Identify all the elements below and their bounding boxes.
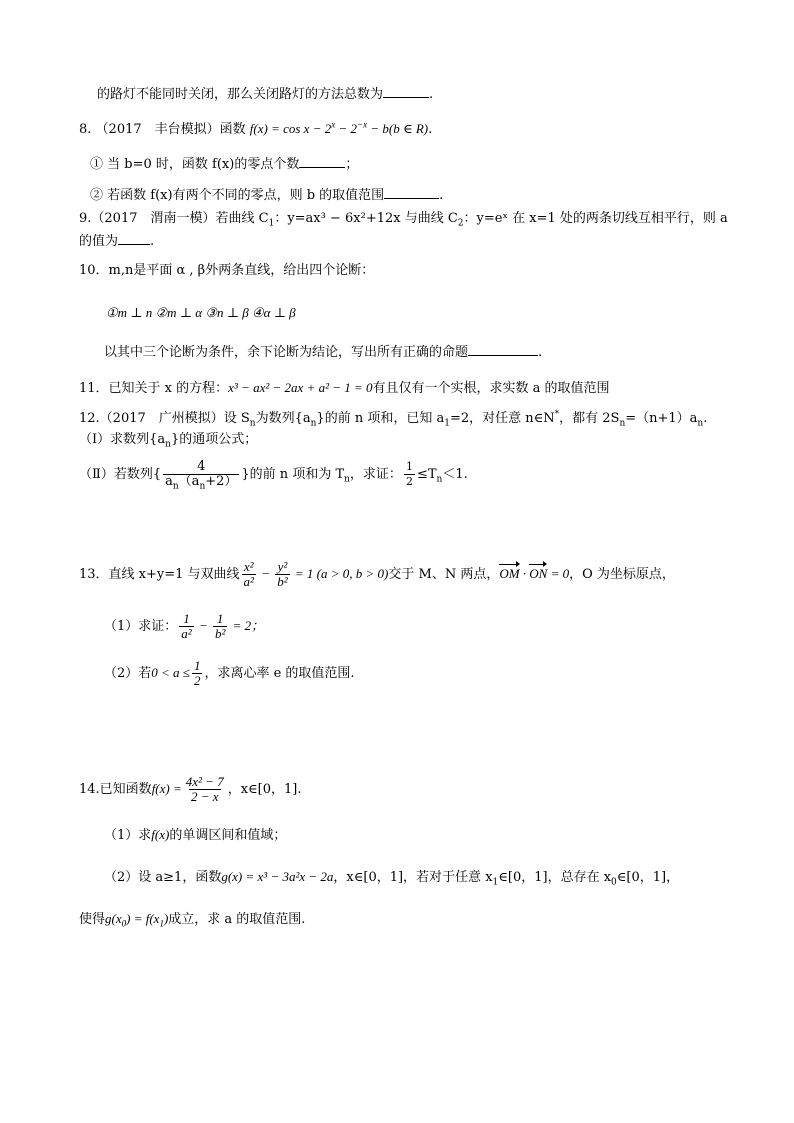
vector-on: ON <box>529 566 548 581</box>
answer-blank <box>468 343 538 356</box>
answer-blank <box>384 186 439 199</box>
answer-blank <box>383 85 429 98</box>
problem-13-stem: 13．直线 x+y=1 与双曲线 $\frac{\text{x²}}{\text{a²}}$ − $\frac{\text{y²}}{\text{b²}}$ = 1 (a > 0, b > 0)交于 M、N 两点，OM · ON = 0，O 为坐标原点， <box>79 559 675 589</box>
sequence-fraction: $\frac{4}{a_n(a_n+2)}$ <box>165 459 238 492</box>
problem-12-stem: 12.（2017 广州模拟）设 $S_n$为数列$\{a_n\}$的前 n 项和，已知 $a_1=2$，对任意 n∈N*，都有 $2S_n=(n+1)a_n$. <box>79 409 708 429</box>
problem-8-sub-1: ① 当 b=0 时，函数 f(x)的零点个数 ； <box>90 157 359 172</box>
answer-blank <box>118 232 150 245</box>
problem-14-part-1: （1）求f(x)的单调区间和值域； <box>104 827 287 843</box>
problem-14-part-2: （2）设 a≥1，函数g(x) = x³ − 3a²x − 2a，x∈[0，1]，若对于任意 $x_1\in[0$，1]，总存在 $x_0\in[0$，1]， <box>104 869 680 888</box>
problem-9-line-1: 9.（2017 渭南一模）若曲线 $C_1$：y=ax³ − 6x²+12x 与曲线 $C_2$：y=eˣ 在 x=1 处的两条切线互相平行，则 a <box>79 211 728 229</box>
problem-7-tail: 的路灯不能同时关闭，那么关闭路灯的方法总数为 . <box>97 87 434 102</box>
problem-7-text: 的路灯不能同时关闭，那么关闭路灯的方法总数为 <box>97 87 384 102</box>
function-fraction: $\frac{\text{4x² − 7}}{2 - x}$ <box>185 774 224 804</box>
hyperbola-x-term: $\frac{\text{x²}}{\text{a²}}$ <box>243 559 254 589</box>
problem-8-stem: 8. （2017 丰台模拟）函数 $f(x) = \cos x - 2^x - 2^{-x} - b(b$ ∈ R). <box>79 119 433 137</box>
hyperbola-y-term: $\frac{\text{y²}}{\text{b²}}$ <box>277 559 288 589</box>
problem-10-statements: ①m ⊥ n ②m ⊥ α ③n ⊥ β ④α ⊥ β <box>106 305 296 320</box>
problem-12-part-2: （Ⅱ）若数列{ $\frac{4}{a_n(a_n+2)}$ }的前 n 项和为 $T_n$，求证： $\frac{1}{2}$ $\le T_n<1$. <box>79 459 468 492</box>
answer-blank <box>299 155 345 168</box>
half-fraction: $\frac{1}{2}$ <box>405 460 413 488</box>
problem-10-line-3: 以其中三个论断为条件，余下论断为结论，写出所有正确的命题 . <box>104 345 543 360</box>
problem-14-part-2-cont: 使得$g(x_0) = f(x_1)$成立，求 a 的取值范围. <box>79 911 306 929</box>
problem-10-line-1: 10．m,n是平面 α , β外两条直线，给出四个论断： <box>79 263 375 278</box>
problem-14-stem: 14.已知函数f(x) = $\frac{\text{4x² − 7}}{2 - x}$ ，x∈[0，1]. <box>79 774 302 804</box>
vector-om: OM <box>499 566 520 581</box>
problem-11: 11．已知关于 x 的方程：x³ − ax² − 2ax + a² − 1 = 0有且仅有一个实根，求实数 a 的取值范围 <box>79 380 610 396</box>
problem-13-part-2: （2）若0 < a ≤ $\frac{1}{2}$ ，求离心率 e 的取值范围. <box>104 658 355 688</box>
problem-12-part-1: （Ⅰ）求数列$\{a_n\}$的通项公式； <box>79 432 258 450</box>
problem-8-sub-2: ② 若函数 f(x)有两个不同的零点，则 b 的取值范围 . <box>90 188 444 203</box>
problem-9-line-2: 的值为 . <box>79 234 155 249</box>
problem-13-part-1: （1）求证： $\frac{1}{\text{a²}}$ − $\frac{1}{\text{b²}}$ = 2； <box>104 611 265 641</box>
